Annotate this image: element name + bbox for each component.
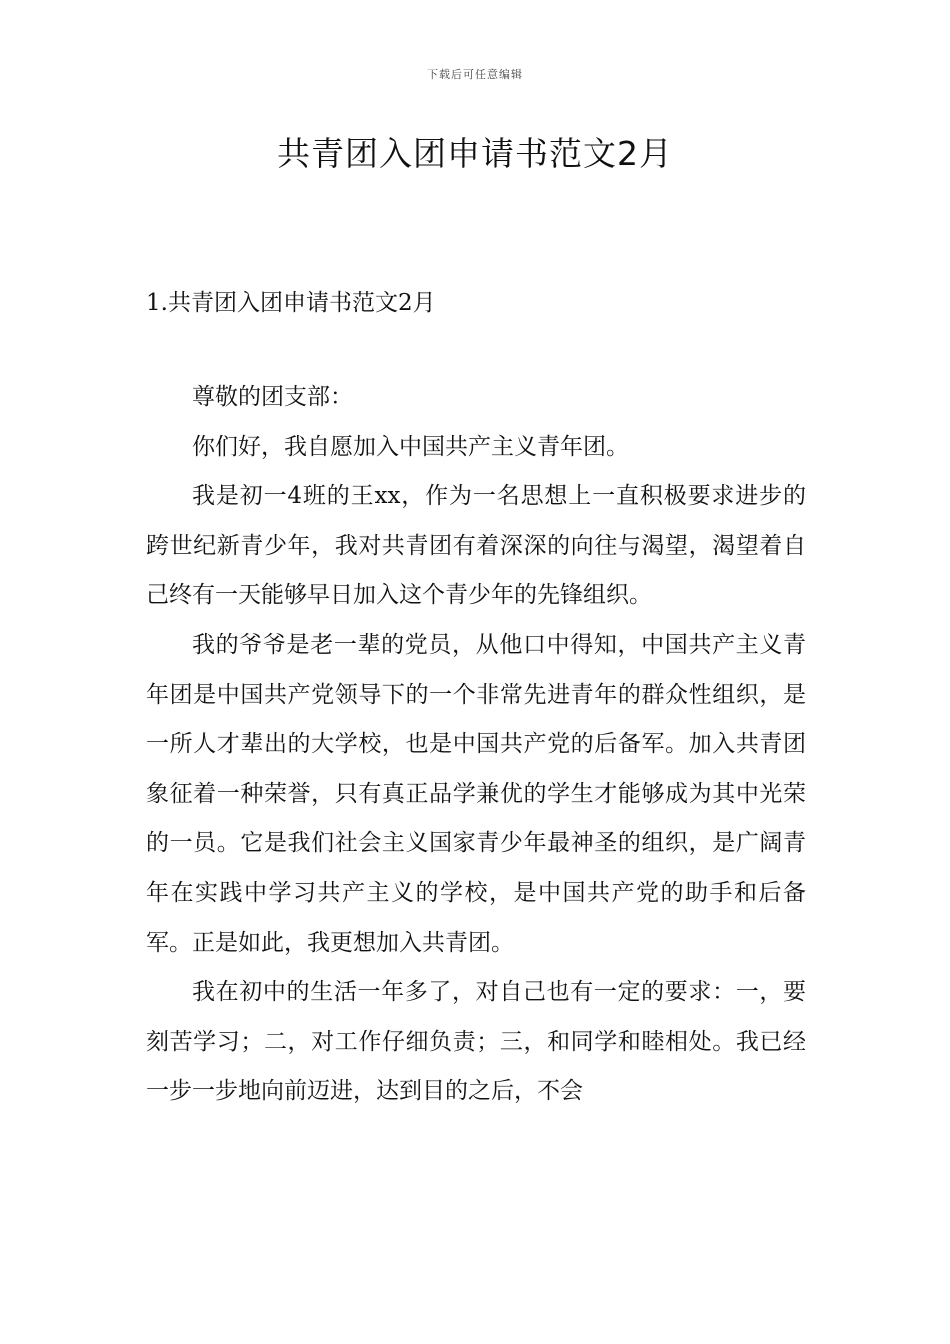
body-paragraph: 你们好，我自愿加入中国共产主义青年团。 [192,433,629,460]
body-paragraph: 我是初一4班的王xx，作为一名思想上一直积极要求进步的跨世纪新青少年，我对共青团有着深深的向往与渴望，渴望着自己终有一天能够早日加入这个青少年的先锋组织。 [146,483,806,609]
body-paragraph: 我在初中的生活一年多了，对自己也有一定的要求：一，要刻苦学习；二，对工作仔细负责；三，和同学和睦相处。我已经一步一步地向前迈进，达到目的之后，不会 [146,979,806,1105]
letter-body [146,373,806,1117]
header-note: 下载后可任意编辑 [427,68,523,81]
salutation: 尊敬的团支部： [192,384,353,410]
section-heading: 1.共青团入团申请书范文2月 [146,290,436,316]
body-paragraph: 我的爷爷是老一辈的党员，从他口中得知，中国共产主义青年团是中国共产党领导下的一个非常先进青年的群众性组织，是一所人才辈出的大学校，也是中国共产党的后备军。加入共青团象征着一种荣誉，只有真正品学兼优的学生才能够成为其中光荣的一员。它是我们社会主义国家青少年最神圣的组织，是广阔青年在实践中学习共产主义的学校，是中国共产党的助手和后备军。正是如此，我更想加入共青团。 [146,631,806,956]
document-title: 共青团入团申请书范文2月 [277,134,673,173]
